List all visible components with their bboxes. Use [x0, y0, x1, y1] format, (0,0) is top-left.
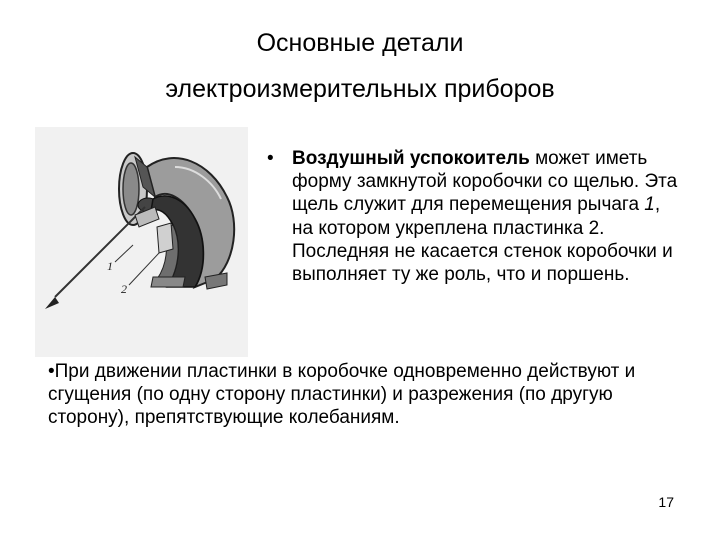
bullet-air-damper [258, 147, 688, 286]
plate-2 [157, 223, 173, 253]
bullet-plate-motion: •При движении пластинки в коробочке одновременно действуют и сгущения (по одну сторону пластинки) и разрежения (по другую сторону), препятствующие колебаниям. [48, 361, 636, 429]
title-line-2: электроизмерительных приборов [165, 75, 555, 103]
bullet-marker: • [267, 148, 274, 169]
figure-label-1: 1 [107, 259, 113, 273]
page-number: 17 [658, 494, 674, 510]
term-air-damper: Воздушный успокоитель [292, 148, 530, 169]
lever-reference: 1 [644, 194, 655, 216]
bullet-text-part-b: , на котором укреплена пластинка 2. Последняя не касается стенок коробочки и выполняет ту же роль, что и поршень. [292, 194, 673, 286]
bullet-text-part-a: может иметь форму замкнутой коробочки со щелью. Эта щель служит для перемещения рычага [292, 148, 678, 216]
bullet-air-damper-text [292, 147, 682, 286]
air-damper-illustration [35, 127, 248, 357]
lever-1 [45, 207, 159, 309]
figure-label-2: 2 [121, 282, 127, 296]
slide-title [40, 20, 680, 112]
title-line-1: Основные детали [256, 29, 464, 57]
